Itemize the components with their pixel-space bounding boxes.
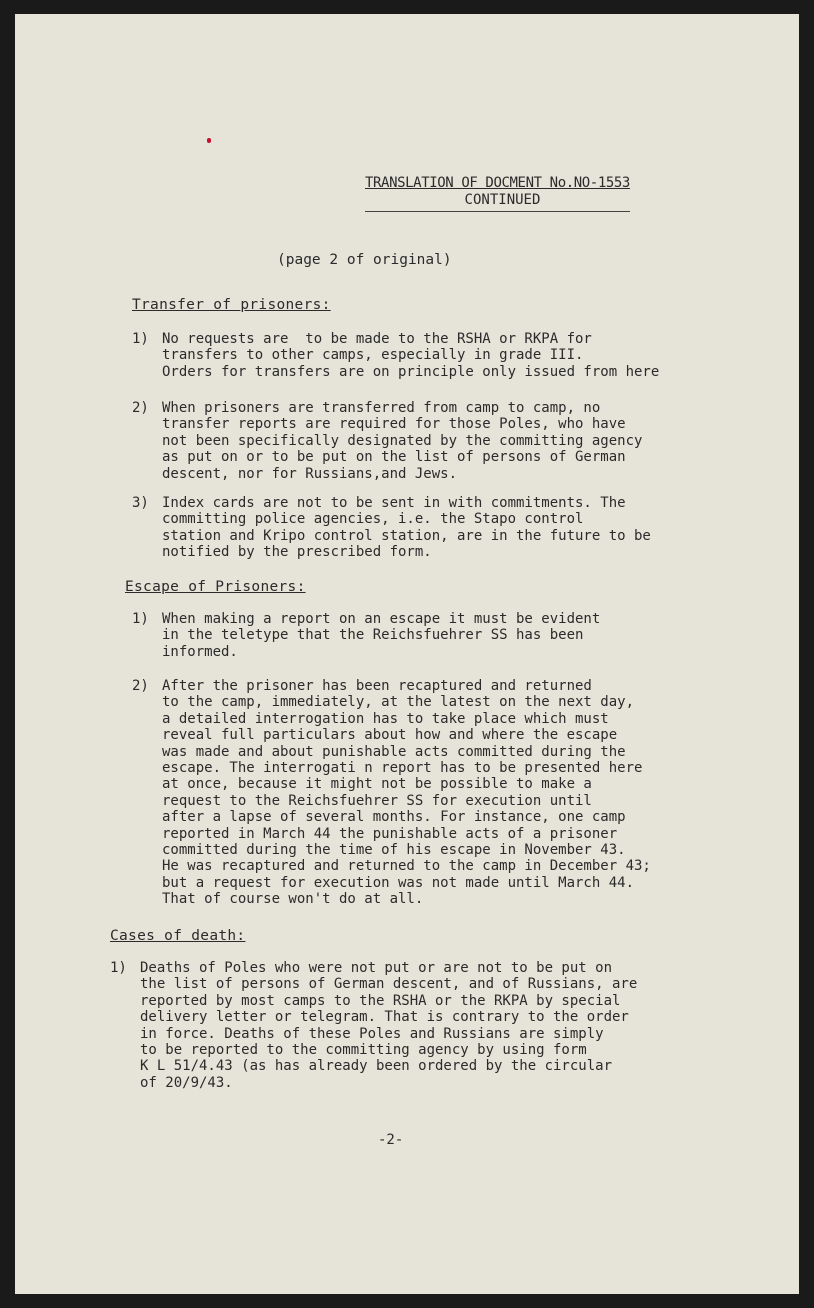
item-text: When prisoners are transferred from camp to camp, no transfer reports are required for those Poles, who have not been specifically designated by the committing agency as put on or to be put on the list of persons of German descent, nor for Russians,and Jews. (162, 400, 643, 482)
page-reference: (page 2 of original) (277, 252, 452, 268)
item-text: Index cards are not to be sent in with commitments. The committing police agencies, i.e. the Stapo control station and Kripo control station, are in the future to be notified by the prescribed form. (162, 495, 651, 561)
heading-line-2: CONTINUED (464, 192, 541, 208)
item-text: After the prisoner has been recaptured and returned to the camp, immediately, at the latest on the next day, a detailed interrogation has to take place which must reveal full particulars about how and where the escape was made and about punishable acts committed during the escape. The interrogati n report has to be presented here at once, because it might not be possible to make a request to the Reichsfuehrer SS for execution until after a lapse of several months. For instance, one camp reported in March 44 the punishable acts of a prisoner committed during the time of his escape in November 43. He was recaptured and returned to the camp in December 43; but a request for execution was not made until March 44. That of course won't do at all. (162, 678, 651, 908)
red-ink-mark (207, 138, 211, 143)
list-item (132, 400, 642, 482)
page-number: -2- (378, 1132, 404, 1148)
item-text: When making a report on an escape it must be evident in the teletype that the Reichsfuehrer SS has been informed. (162, 611, 601, 660)
document-page (15, 14, 799, 1294)
item-number: 1) (110, 960, 127, 976)
item-number: 1) (132, 611, 149, 627)
list-item (132, 495, 651, 561)
item-number: 3) (132, 495, 149, 511)
heading-line-1: TRANSLATION OF DOCMENT No.NO-1553 (365, 175, 630, 191)
item-number: 2) (132, 400, 149, 416)
section-title-escape: Escape of Prisoners: (125, 579, 306, 595)
item-text: No requests are to be made to the RSHA or RKPA for transfers to other camps, especially in grade III. Orders for transfers are on principle only issued from here (162, 331, 660, 380)
item-number: 2) (132, 678, 149, 694)
list-item (132, 678, 651, 908)
heading-underline (365, 211, 630, 212)
document-heading (365, 175, 630, 209)
list-item (132, 331, 659, 380)
list-item (132, 611, 600, 660)
item-text: Deaths of Poles who were not put or are not to be put on the list of persons of German descent, and of Russians, are reported by most camps to the RSHA or the RKPA by special delivery letter or telegram. That is contrary to the order in force. Deaths of these Poles and Russians are simply to be reported to the committing agency by using form K L 51/4.43 (as has already been ordered by the circular of 20/9/43. (140, 960, 638, 1091)
list-item (110, 960, 637, 1091)
item-number: 1) (132, 331, 149, 347)
section-title-transfer: Transfer of prisoners: (132, 297, 331, 313)
section-title-death: Cases of death: (110, 928, 246, 944)
